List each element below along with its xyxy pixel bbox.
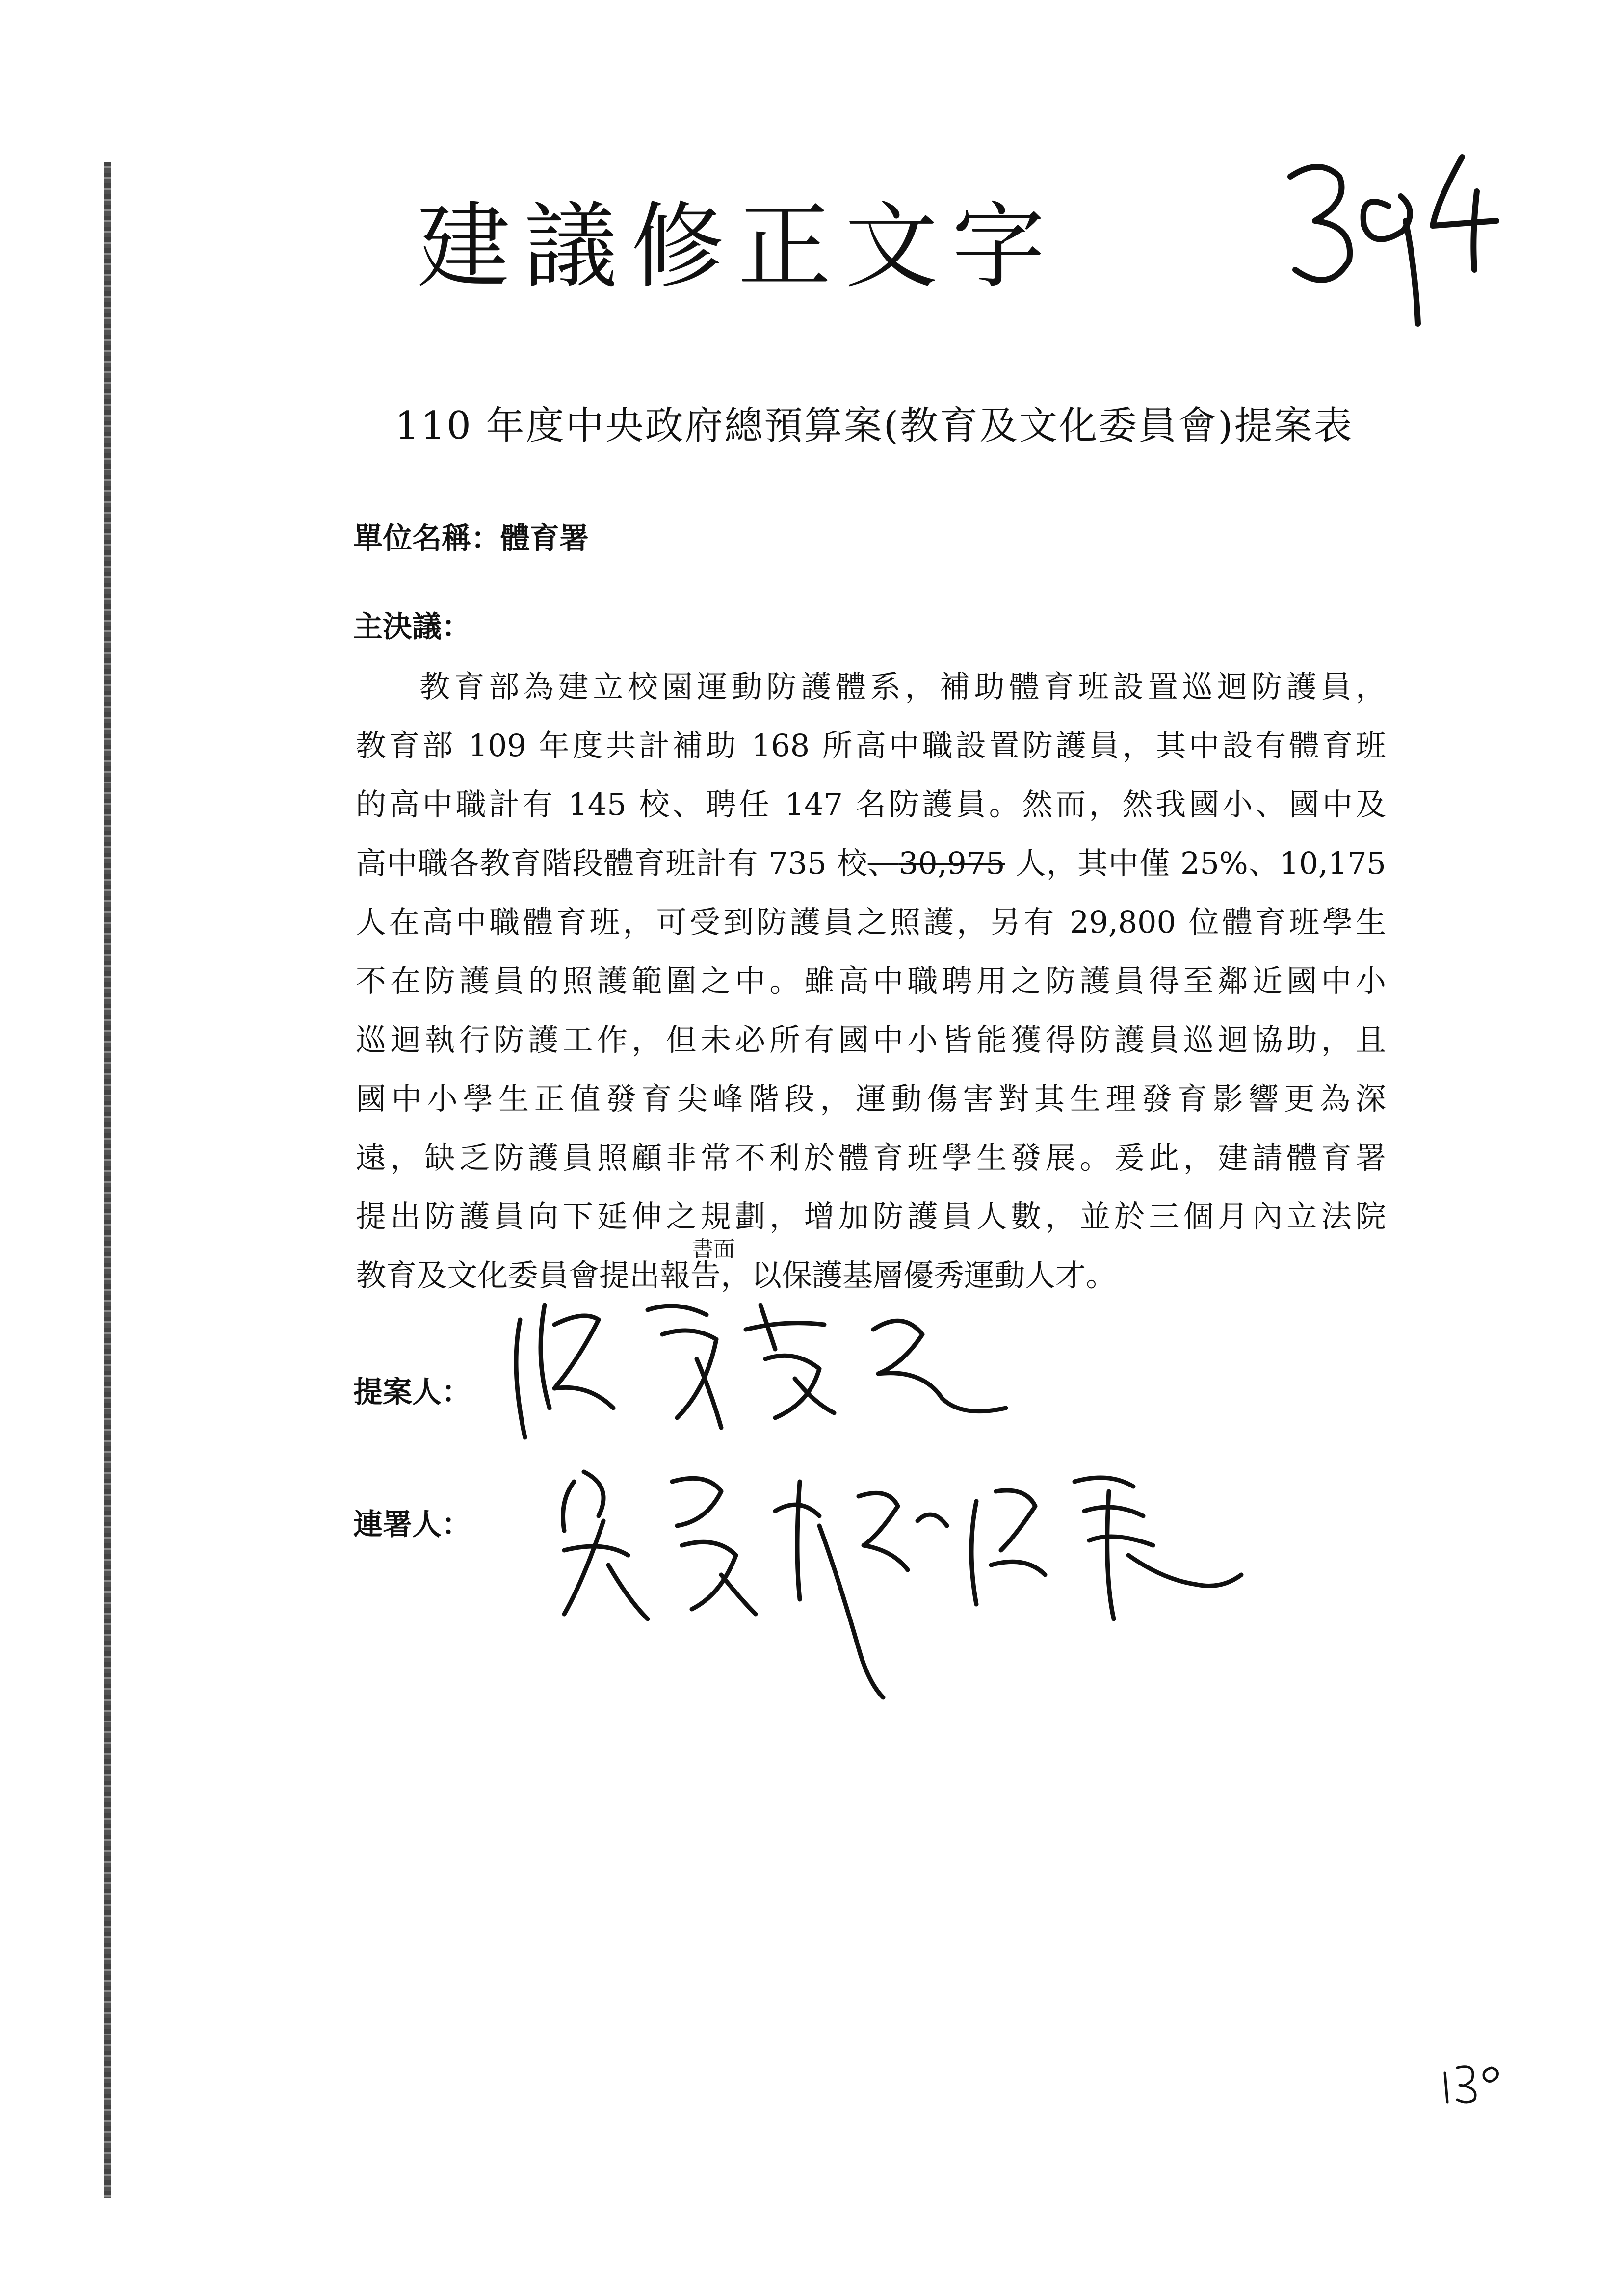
handwritten-insertion: 書面 [692, 1237, 735, 1262]
body-line-7: 巡迴執行防護工作，但未必所有國中小皆能獲得防護員巡迴協助，且 [356, 1022, 1386, 1058]
scan-binding-edge [104, 162, 111, 2198]
body-line-4-part-b: 人，其中僅 25%、10,175 [1015, 845, 1386, 881]
body-line-2: 教育部 109 年度共計補助 168 所高中職設置防護員，其中設有體育班 [356, 728, 1386, 763]
body-line-3: 的高中職計有 145 校、聘任 147 名防護員。然而，然我國小、國中及 [356, 786, 1386, 822]
struck-separator: 、 [867, 845, 899, 881]
body-line-11-part-b: 報告，以保護基層優秀運動人才。 [660, 1257, 1117, 1293]
resolution-body [356, 657, 1386, 1305]
main-title: 建議修正文字 [417, 192, 1059, 301]
body-line-10: 提出防護員向下延伸之規劃，增加防護員人數，並於三個月內立法院 [356, 1199, 1386, 1234]
body-line-4 [356, 834, 1386, 893]
body-line-11-part-a: 教育及文化委員會提出 [356, 1257, 660, 1293]
proposer-signature [500, 1290, 1021, 1447]
cosigner-signatures [545, 1452, 1261, 1707]
unit-label: 單位名稱： [353, 522, 500, 556]
resolution-label: 主決議： [353, 610, 471, 644]
handwritten-page-number [1438, 2058, 1506, 2107]
body-line-6: 不在防護員的照護範圍之中。雖高中職聘用之防護員得至鄰近國中小 [356, 963, 1386, 999]
unit-line [353, 515, 589, 557]
struck-number: 30,975 [898, 845, 1005, 881]
body-line-4-part-a: 高中職各教育階段體育班計有 735 校 [356, 845, 868, 881]
handwritten-number-394 [1276, 147, 1506, 334]
body-line-8: 國中小學生正值發育尖峰階段，運動傷害對其生理發育影響更為深 [356, 1081, 1386, 1117]
body-line-5: 人在高中職體育班，可受到防護員之照護，另有 29,800 位體育班學生 [356, 904, 1386, 940]
unit-value: 體育署 [500, 522, 589, 556]
body-line-9: 遠，缺乏防護員照顧非常不利於體育班學生發展。爰此，建請體育署 [356, 1140, 1386, 1175]
body-line-1: 教育部為建立校園運動防護體系，補助體育班設置巡迴防護員， [419, 669, 1386, 704]
cosigner-label: 連署人： [353, 1508, 471, 1542]
proposer-label: 提案人： [353, 1375, 471, 1409]
form-subtitle: 110 年度中央政府總預算案(教育及文化委員會)提案表 [395, 404, 1354, 448]
